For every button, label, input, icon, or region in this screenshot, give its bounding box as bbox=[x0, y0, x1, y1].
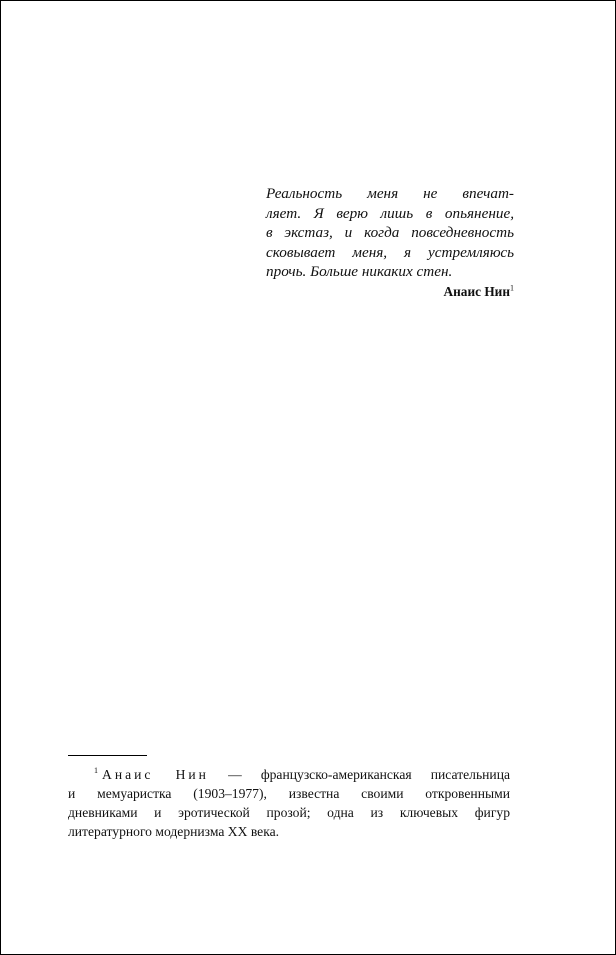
footnote-marker: 1 bbox=[94, 766, 98, 776]
footnote-line: дневниками и эротической прозой; одна из ключевых фигур bbox=[68, 805, 510, 820]
epigraph-line: прочь. Больше никаких стен. bbox=[266, 263, 453, 281]
epigraph bbox=[266, 184, 514, 301]
footnote bbox=[68, 765, 510, 841]
epigraph-line: ляет. Я верю лишь в опьянение, bbox=[266, 204, 514, 222]
epigraph-author bbox=[266, 283, 514, 301]
footnote-name: Анаис Нин bbox=[102, 767, 209, 782]
footnote-line: литературного модернизма XX века. bbox=[68, 824, 280, 839]
epigraph-line: Реальность меня не впечат- bbox=[266, 185, 514, 202]
footnote-line: и мемуаристка (1903–1977), известна своими откровенными bbox=[68, 786, 510, 801]
epigraph-line: сковывает меня, я устремляюсь bbox=[266, 243, 514, 261]
footnote-line bbox=[68, 765, 510, 784]
footnote-reference[interactable]: 1 bbox=[510, 283, 514, 293]
author-name: Анаис Нин bbox=[443, 283, 510, 299]
footnote-text: — французско-американская писательница bbox=[208, 767, 511, 782]
epigraph-line: в экстаз, и когда повседневность bbox=[266, 224, 514, 242]
footnote-separator bbox=[68, 755, 147, 756]
